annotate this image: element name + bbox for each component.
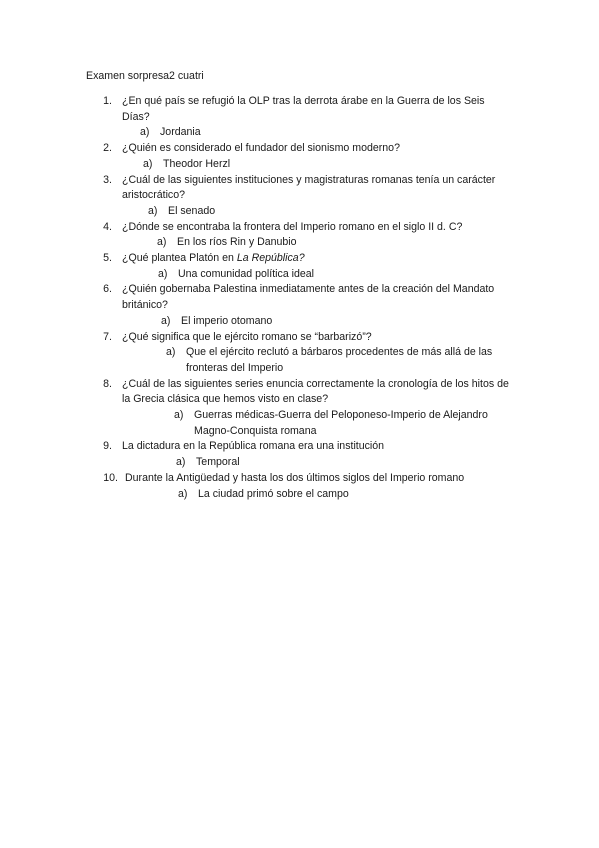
question-item	[0, 377, 599, 408]
question-text: La dictadura en la República romana era una institución	[122, 440, 385, 453]
question-item	[0, 220, 599, 236]
answer-item	[161, 314, 599, 330]
question-number: 9.	[103, 440, 112, 453]
question-number: 1.	[103, 95, 112, 107]
answer-text: El senado	[168, 204, 216, 217]
answer-text: En los ríos Rin y Danubio	[177, 236, 297, 249]
answer-letter: a)	[161, 314, 171, 327]
answer-letter: a)	[157, 236, 167, 249]
answer-letter: a)	[174, 409, 184, 422]
question-number: 2.	[103, 142, 112, 155]
answer-letter: a)	[143, 157, 153, 170]
question-number: 10.	[103, 471, 118, 484]
answer-item	[176, 455, 599, 471]
question-text: ¿Quién es considerado el fundador del sionismo moderno?	[122, 142, 400, 155]
answer-item	[166, 345, 599, 376]
question-text: Durante la Antigüedad y hasta los dos últimos siglos del Imperio romano	[125, 471, 465, 484]
answer-text: Guerras médicas-Guerra del Peloponeso-Imperio de Alejandro Magno-Conquista romana	[194, 409, 488, 437]
answer-letter: a)	[178, 487, 188, 500]
question-text: ¿Quién gobernaba Palestina inmediatamente antes de la creación del Mandato británico?	[122, 283, 495, 312]
answer-text: El imperio otomano	[181, 314, 273, 327]
answer-text: Una comunidad política ideal	[178, 267, 315, 280]
answer-text: Que el ejército reclutó a bárbaros procedentes de más allá de las fronteras del Imperio	[186, 346, 493, 374]
question-text: ¿Cuál de las siguientes series enuncia correctamente la cronología de los hitos de la Grecia clásica que hemos visto en clase?	[122, 377, 509, 406]
question-item	[0, 330, 599, 346]
question-text: ¿Cuál de las siguientes instituciones y magistraturas romanas tenía un carácter aristocrático?	[122, 173, 496, 202]
question-number: 6.	[103, 283, 112, 296]
answer-item	[158, 267, 599, 283]
answer-item	[148, 204, 599, 220]
question-number: 4.	[103, 220, 112, 233]
question-text	[122, 251, 514, 267]
answer-letter: a)	[158, 267, 168, 280]
question-item	[0, 141, 599, 157]
question-item	[0, 439, 599, 455]
question-text-plain: ¿Qué plantea Platón en	[122, 252, 237, 265]
question-item	[0, 173, 599, 204]
question-item	[0, 94, 599, 125]
answer-item	[157, 235, 599, 251]
answer-item	[143, 157, 599, 173]
question-text: ¿Dónde se encontraba la frontera del Imperio romano en el siglo II d. C?	[122, 220, 463, 233]
question-item	[0, 282, 599, 313]
book-title: La República?	[236, 252, 305, 265]
answer-letter: a)	[176, 456, 186, 469]
answer-item	[178, 487, 599, 503]
answer-text: Temporal	[196, 456, 240, 469]
question-text: ¿Qué significa que le ejército romano se “barbarizó”?	[122, 330, 372, 343]
answer-text: Jordania	[160, 126, 201, 139]
answer-text: Theodor Herzl	[163, 157, 231, 170]
question-number: 5.	[103, 252, 112, 265]
answer-item	[140, 125, 599, 141]
answer-letter: a)	[166, 346, 176, 359]
question-number: 8.	[103, 377, 112, 390]
answer-letter: a)	[140, 126, 150, 139]
question-list	[0, 94, 599, 502]
question-item	[0, 471, 599, 487]
answer-text: La ciudad primó sobre el campo	[198, 487, 349, 500]
question-number: 7.	[103, 330, 112, 343]
question-number: 3.	[103, 173, 112, 186]
answer-item	[174, 408, 599, 439]
question-text: ¿En qué país se refugió la OLP tras la derrota árabe en la Guerra de los Seis Días?	[122, 95, 485, 123]
answer-letter: a)	[148, 204, 158, 217]
question-item	[0, 251, 599, 267]
document-title: Examen sorpresa2 cuatri	[86, 70, 204, 82]
